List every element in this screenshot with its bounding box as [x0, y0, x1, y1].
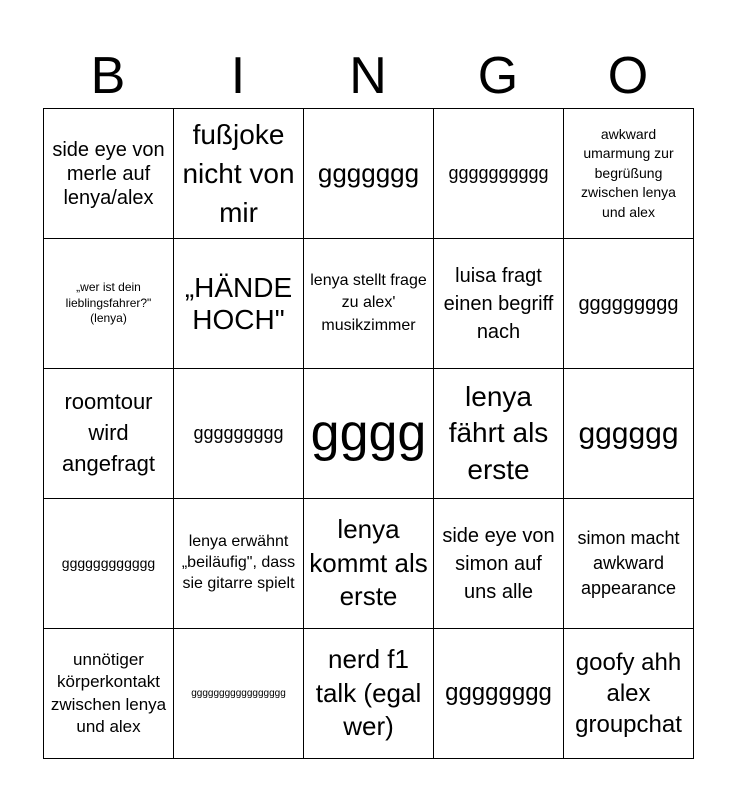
bingo-cell-7[interactable]: „HÄNDE HOCH": [174, 239, 304, 369]
bingo-cell-6[interactable]: „wer ist dein lieblingsfahrer?" (lenya): [44, 239, 174, 369]
bingo-cell-13[interactable]: gggg: [304, 369, 434, 499]
bingo-cell-2[interactable]: fußjoke nicht von mir: [174, 109, 304, 239]
bingo-cell-16[interactable]: gggggggggggg: [44, 499, 174, 629]
bingo-cell-24[interactable]: gggggggg: [434, 629, 564, 759]
bingo-cell-12[interactable]: ggggggggg: [174, 369, 304, 499]
bingo-cell-17[interactable]: lenya erwähnt „beiläufig", dass sie gitarre spielt: [174, 499, 304, 629]
bingo-cell-21[interactable]: unnötiger körperkontakt zwischen lenya und alex: [44, 629, 174, 759]
bingo-cell-10[interactable]: ggggggggg: [564, 239, 694, 369]
bingo-cell-18[interactable]: lenya kommt als erste: [304, 499, 434, 629]
bingo-board: [43, 108, 694, 759]
bingo-header: [43, 44, 693, 108]
bingo-cell-14[interactable]: lenya fährt als erste: [434, 369, 564, 499]
header-letter-g: G: [477, 47, 519, 105]
bingo-cell-5[interactable]: awkward umarmung zur begrüßung zwischen lenya und alex: [564, 109, 694, 239]
header-letter-o: O: [607, 47, 649, 105]
bingo-cell-25[interactable]: goofy ahh alex groupchat: [564, 629, 694, 759]
bingo-cell-22[interactable]: ggggggggggggggggg: [174, 629, 304, 759]
bingo-cell-15[interactable]: gggggg: [564, 369, 694, 499]
bingo-cell-20[interactable]: simon macht awkward appearance: [564, 499, 694, 629]
bingo-cell-3[interactable]: ggggggg: [304, 109, 434, 239]
bingo-cell-11[interactable]: roomtour wird angefragt: [44, 369, 174, 499]
bingo-cell-4[interactable]: gggggggggg: [434, 109, 564, 239]
header-letter-i: I: [230, 47, 246, 105]
bingo-cell-9[interactable]: luisa fragt einen begriff nach: [434, 239, 564, 369]
header-letter-b: B: [90, 47, 126, 105]
bingo-cell-1[interactable]: side eye von merle auf lenya/alex: [44, 109, 174, 239]
bingo-cell-8[interactable]: lenya stellt frage zu alex' musikzimmer: [304, 239, 434, 369]
bingo-cell-19[interactable]: side eye von simon auf uns alle: [434, 499, 564, 629]
bingo-cell-23[interactable]: nerd f1 talk (egal wer): [304, 629, 434, 759]
header-letter-n: N: [349, 47, 387, 105]
